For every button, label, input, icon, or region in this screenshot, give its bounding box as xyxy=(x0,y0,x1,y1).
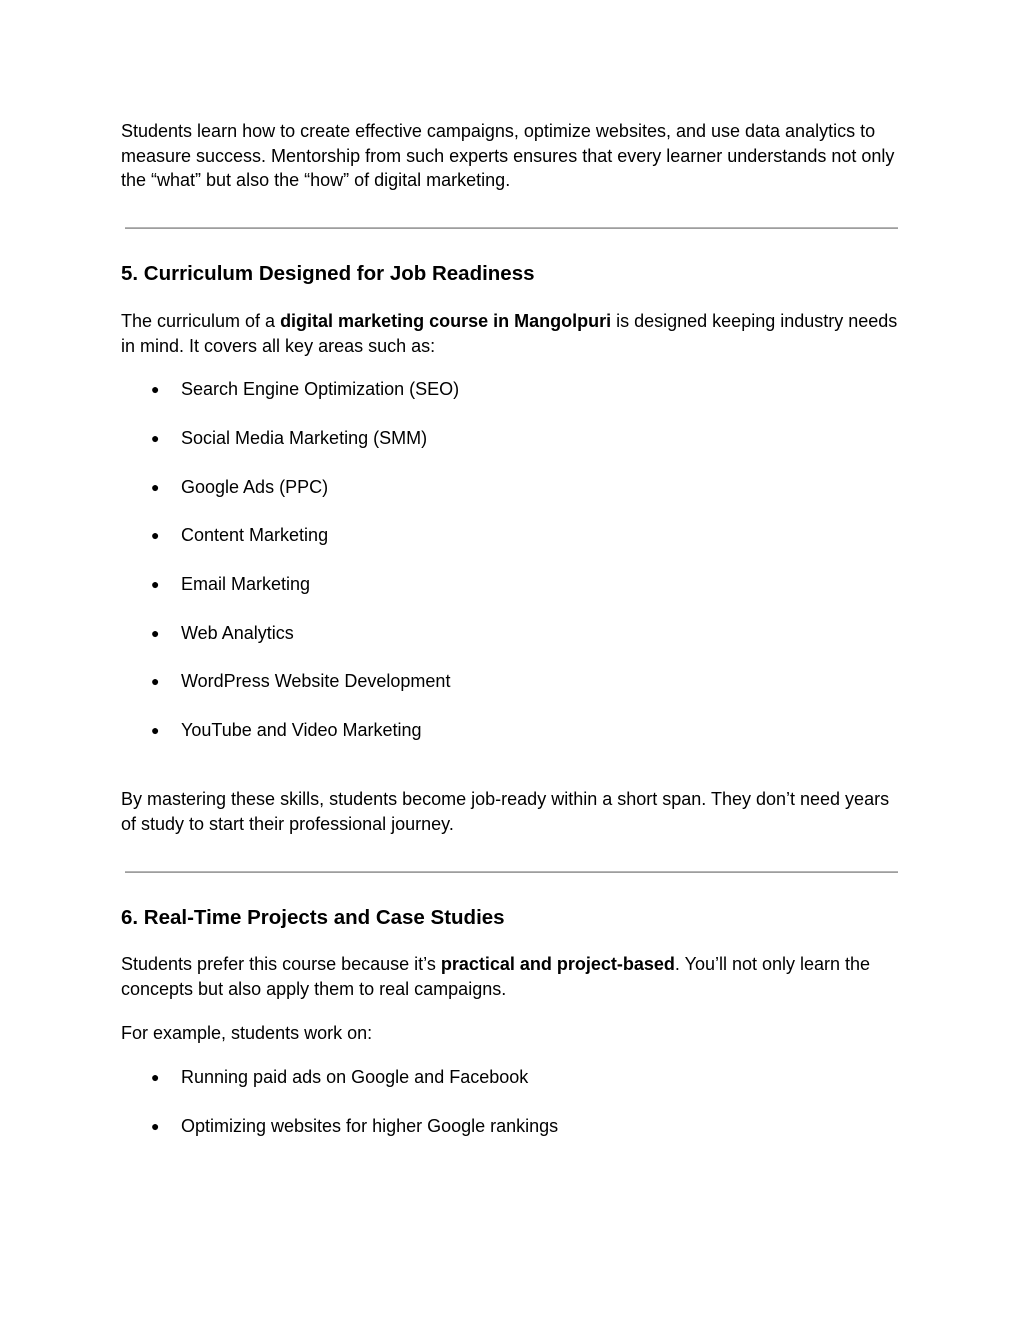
list-item xyxy=(121,523,901,547)
section-5-intro-text-end: is designed keeping industry needs in mind. It covers all key areas such as: xyxy=(121,311,898,356)
section-5-heading: 5. Curriculum Designed for Job Readiness xyxy=(121,262,535,285)
section-6-heading: 6. Real-Time Projects and Case Studies xyxy=(121,906,505,929)
list-item-text: Running paid ads on Google and Facebook xyxy=(181,1067,529,1087)
section-5-closing-paragraph: By mastering these skills, students become job-ready within a short span. They don’t need years of study to start their professional journey. xyxy=(121,789,890,834)
section-6-intro-text: Students prefer this course because it’s xyxy=(121,954,441,974)
list-item xyxy=(121,621,901,645)
list-item xyxy=(121,377,901,401)
section-6-example-intro: For example, students work on: xyxy=(121,1023,373,1043)
section-6-intro-text-end: . You’ll not only learn the concepts but also apply them to real campaigns. xyxy=(121,954,871,999)
list-item-text: Content Marketing xyxy=(181,525,329,545)
horizontal-rule xyxy=(125,871,898,873)
list-item xyxy=(121,475,901,499)
section-5-intro-paragraph xyxy=(121,309,901,358)
list-item-text: Optimizing websites for higher Google rankings xyxy=(181,1116,559,1136)
section-5-intro-bold: digital marketing course in Mangolpuri xyxy=(280,311,612,331)
bullet-icon: ● xyxy=(151,527,160,543)
list-item-text: YouTube and Video Marketing xyxy=(181,720,422,740)
list-item-text: Email Marketing xyxy=(181,574,311,594)
list-item xyxy=(121,572,901,596)
list-item xyxy=(121,426,901,450)
list-item-text: Social Media Marketing (SMM) xyxy=(181,428,428,448)
bullet-icon: ● xyxy=(151,673,160,689)
list-item xyxy=(121,718,901,742)
section-6-intro-paragraph xyxy=(121,952,901,1001)
bullet-icon: ● xyxy=(151,576,160,592)
horizontal-rule xyxy=(125,227,898,229)
list-item xyxy=(121,669,901,693)
intro-paragraph: Students learn how to create effective campaigns, optimize websites, and use data analytics to measure success. Mentorship from such experts ensures that every learner understands not only the “what” but also the “how” of digital marketing. xyxy=(121,121,895,190)
list-item xyxy=(121,1114,901,1138)
section-6-intro-bold: practical and project-based xyxy=(440,954,675,974)
list-item xyxy=(121,1065,901,1089)
bullet-icon: ● xyxy=(151,1118,160,1134)
bullet-icon: ● xyxy=(151,1069,160,1085)
bullet-icon: ● xyxy=(151,722,160,738)
bullet-icon: ● xyxy=(151,430,160,446)
bullet-icon: ● xyxy=(151,625,160,641)
list-item-text: Search Engine Optimization (SEO) xyxy=(181,379,460,399)
list-item-text: WordPress Website Development xyxy=(181,671,451,691)
section-5-intro-text: The curriculum of a xyxy=(121,311,281,331)
bullet-icon: ● xyxy=(151,381,160,397)
list-item-text: Google Ads (PPC) xyxy=(181,477,329,497)
list-item-text: Web Analytics xyxy=(181,623,294,643)
bullet-icon: ● xyxy=(151,479,160,495)
